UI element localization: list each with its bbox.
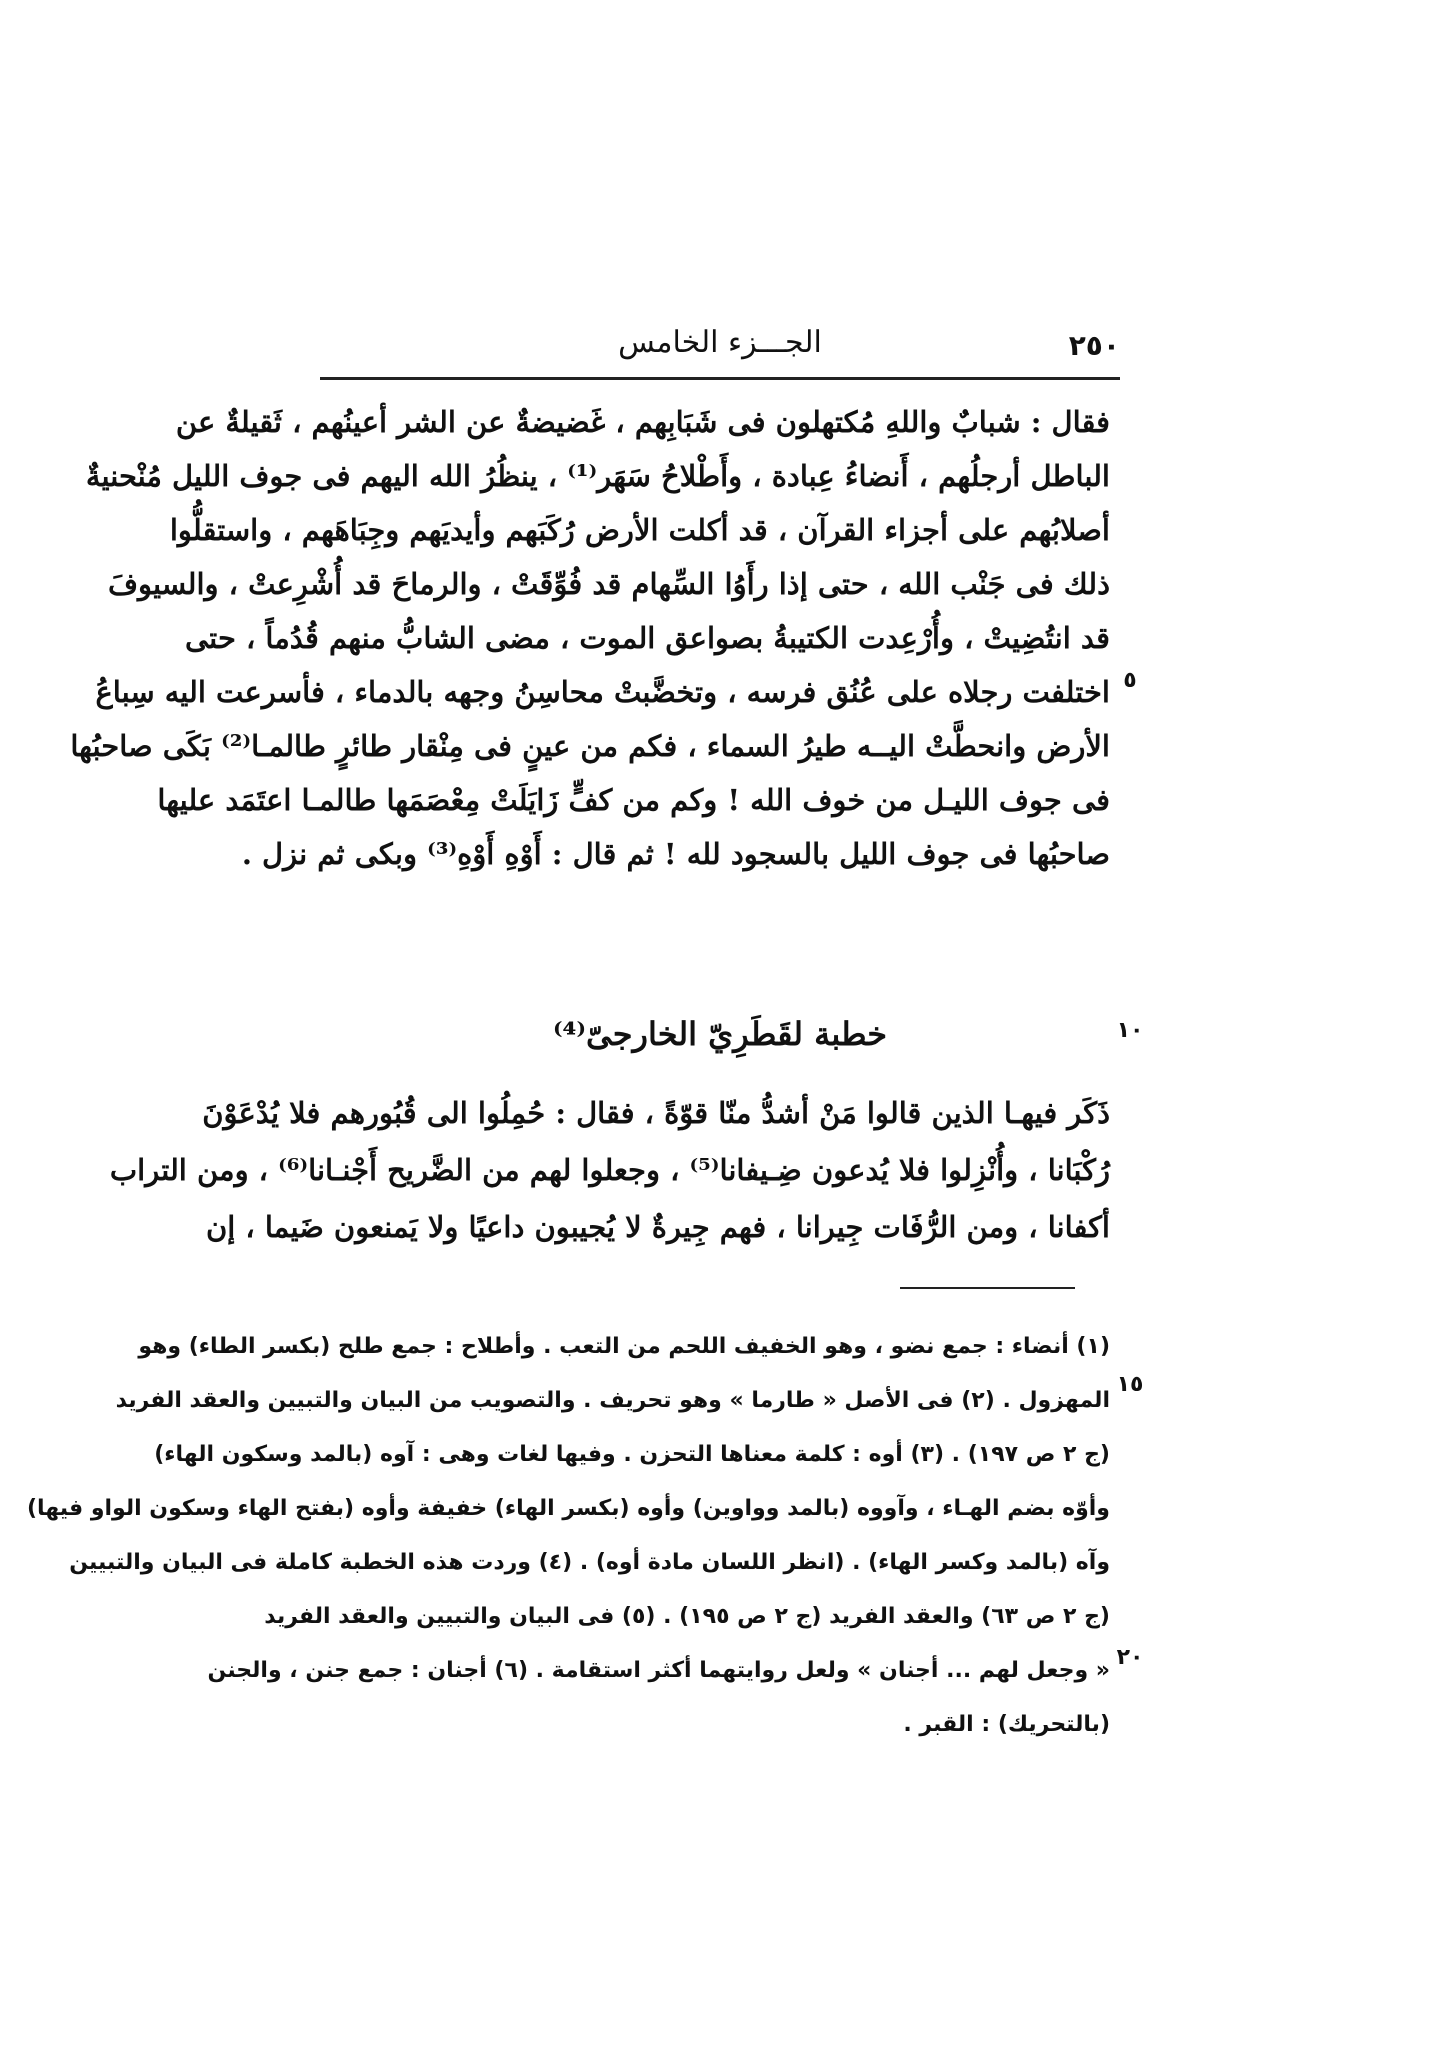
footnote-line: (١) أنضاء : جمع نضو ، وهو الخفيف اللحم من التعب . وأطلاح : جمع طلح (بكسر الطاء) وهو	[138, 1334, 1110, 1359]
running-title: الجـــزء الخامس	[618, 325, 822, 360]
text-line: قد انتُضِيتْ ، وأُرْعِدت الكتيبةُ بصواعق الموت ، مضى الشابُّ منهم قُدُماً ، حتى	[185, 621, 1110, 655]
text-line: أصلابُهم على أجزاء القرآن ، قد أكلت الأرض رُكَبَهم وأيديَهم وجِبَاهَهم ، واستقلُّوا	[169, 513, 1110, 547]
body-paragraph	[70, 395, 1110, 881]
footnote-line: (ج ٢ ص ١٩٧) . (٣) أوه : كلمة معناها التحزن . وفيها لغات وهى : آوه (بالمد وسكون الهاء)	[154, 1442, 1110, 1467]
header-rule	[320, 377, 1120, 380]
text-line: الباطل أرجلُهم ، أَنضاءُ عِبادة ، وأَطْلاحُ سَهَر⁽¹⁾ ، ينظُرُ الله اليهم فى جوف الليل مُنْحنيةٌ	[85, 459, 1110, 493]
text-line: رُكْبَانا ، وأُنْزِلوا فلا يُدعون ضِـيفانا⁽⁵⁾ ، وجعلوا لهم من الضَّريح أَجْنـانا⁽⁶⁾ ، ومن التراب	[109, 1153, 1110, 1187]
footnote-separator	[900, 1287, 1075, 1289]
text-line: صاحبُها فى جوف الليل بالسجود لله ! ثم قال : أَوْهِ أَوْهِ⁽³⁾ وبكى ثم نزل .	[241, 837, 1110, 871]
page-header	[320, 325, 1120, 375]
text-line: ذَكَر فيهـا الذين قالوا مَنْ أشدُّ منّا قوّةً ، فقال : حُمِلُوا الى قُبُورهم فلا يُدْعَوْنَ	[202, 1096, 1110, 1130]
footnote-line: « وجعل لهم ... أجنان » ولعل روايتهما أكثر استقامة . (٦) أجنان : جمع جنن ، والجنن	[207, 1658, 1110, 1683]
footnote-line: (ج ٢ ص ٦٣) والعقد الفريد (ج ٢ ص ١٩٥) . (٥) فى البيان والتبيين والعقد الفريد	[264, 1604, 1110, 1629]
page-number: ٢٥٠	[1068, 329, 1120, 362]
text-line: فى جوف الليـل من خوف الله ! وكم من كفٍّ زَايَلَتْ مِعْصَمَها طالمـا اعتَمَد عليها	[157, 783, 1110, 817]
footnotes	[26, 1320, 1110, 1752]
footnote-line: وأوّه بضم الهـاء ، وآووه (بالمد وواوين) وأوه (بكسر الهاء) خفيفة وأوه (بفتح الهاء وسكون الواو فيها)	[26, 1496, 1110, 1521]
footnote-line: (بالتحريك) : القبر .	[903, 1712, 1110, 1737]
text-line: الأرض وانحطَّتْ اليــه طيرُ السماء ، فكم من عينٍ فى مِنْقار طائرٍ طالمـا⁽²⁾ بَكَى صاحبُها	[70, 729, 1110, 763]
section-paragraph	[109, 1085, 1110, 1256]
text-line: اختلفت رجلاه على عُنُق فرسه ، وتخضَّبتْ محاسِنُ وجهه بالدماء ، فأسرعت اليه سِباعُ	[95, 675, 1110, 709]
line-number-marker: ١٥	[1116, 1372, 1144, 1397]
text-line: فقال : شبابٌ واللهِ مُكتهلون فى شَبَابِهم ، غَضيضةٌ عن الشر أعينُهم ، ثَقيلةٌ عن	[175, 405, 1110, 439]
line-number-marker: ١٠	[1116, 1018, 1144, 1043]
footnote-line: المهزول . (٢) فى الأصل « طارما » وهو تحريف . والتصويب من البيان والتبيين والعقد الفريد	[115, 1388, 1110, 1413]
footnote-line: وآه (بالمد وكسر الهاء) . (انظر اللسان مادة أوه) . (٤) وردت هذه الخطبة كاملة فى البيان والتبيين	[69, 1550, 1110, 1575]
line-number-marker: ٢٠	[1116, 1645, 1144, 1670]
section-heading: خطبة لقَطَرِيّ الخارجىّ⁽⁴⁾	[552, 1015, 888, 1053]
text-line: ذلك فى جَنْب الله ، حتى إذا رأَوُا السِّهام قد فُوِّقَتْ ، والرماحَ قد أُشْرِعتْ ، والسيوفَ	[107, 567, 1110, 601]
line-number-marker: ٥	[1123, 668, 1137, 693]
text-line: أكفانا ، ومن الرُّفَات جِيرانا ، فهم جِيرةٌ لا يُجيبون داعيًا ولا يَمنعون ضَيما ، إن	[205, 1210, 1110, 1244]
